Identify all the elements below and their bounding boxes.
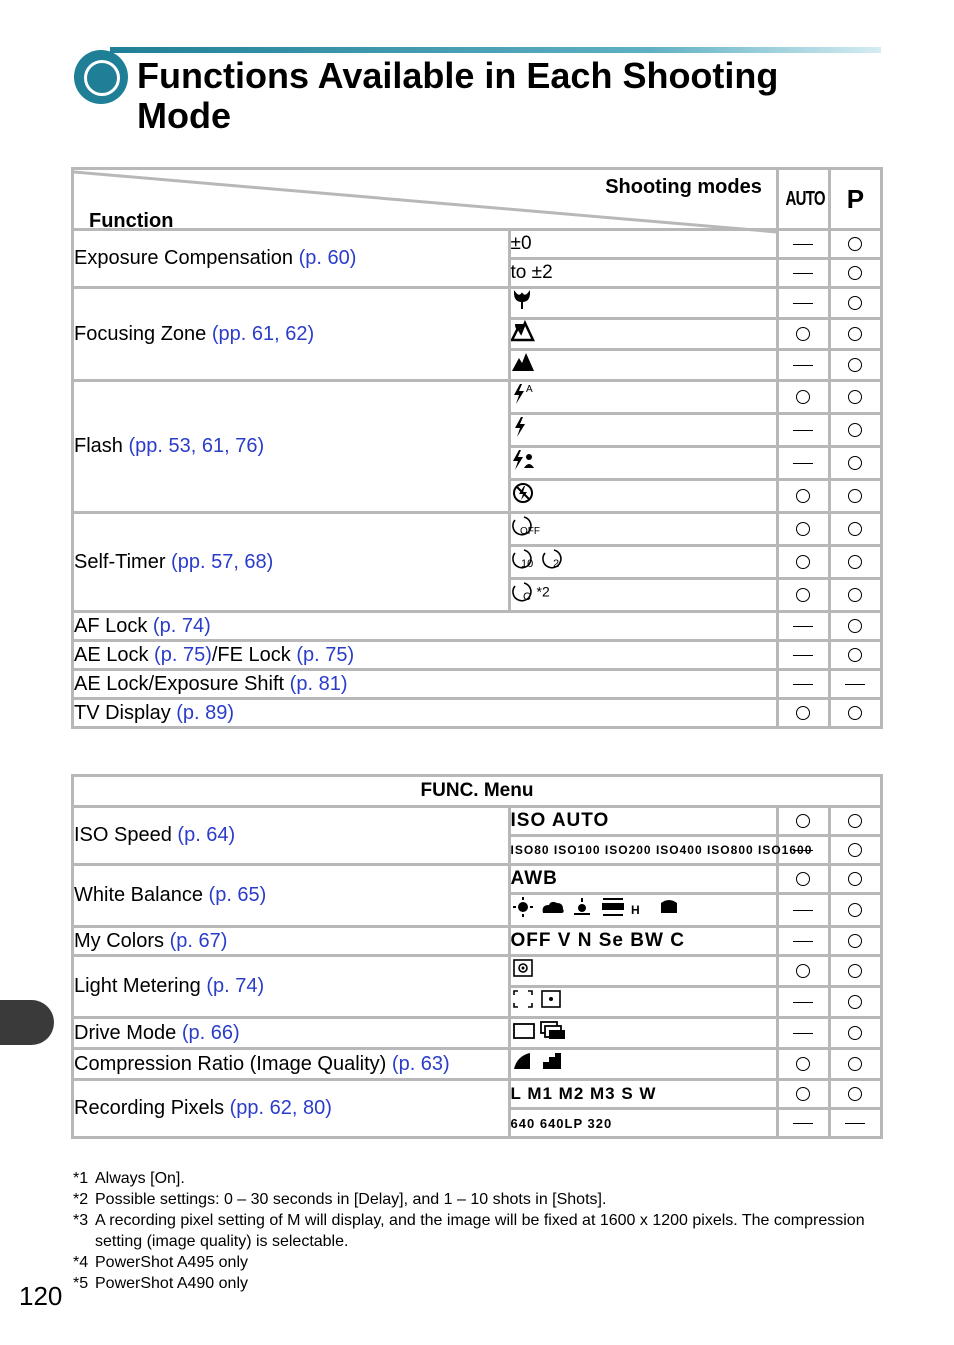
evaluative-metering-icon — [509, 956, 777, 987]
pixels-large-icons: L M1 M2 M3 S W — [509, 1080, 777, 1109]
my-colors-icons: OFF V N Se BW C — [509, 927, 777, 956]
p-availability — [829, 612, 881, 641]
auto-availability — [777, 1049, 829, 1080]
available-mark — [796, 327, 810, 341]
p-availability — [829, 641, 881, 670]
p-availability — [829, 381, 881, 414]
footnote-mark: *5 — [73, 1275, 89, 1292]
auto-availability — [777, 670, 829, 699]
footnote-text: Possible settings: 0 – 30 seconds in [Delay], and 1 – 10 shots in [Shots]. — [95, 1191, 607, 1208]
p-availability — [829, 546, 881, 579]
p-availability — [829, 1018, 881, 1049]
function-name-cell — [73, 1018, 510, 1049]
shooting-modes-label: Shooting modes — [605, 176, 762, 198]
auto-availability — [777, 288, 829, 319]
available-mark — [796, 964, 810, 978]
function-name-cell — [73, 927, 510, 956]
function-name-cell — [73, 865, 510, 927]
func-menu-heading: FUNC. Menu — [73, 776, 882, 807]
available-mark — [848, 237, 862, 251]
unavailable-mark — [793, 626, 813, 627]
p-availability — [829, 259, 881, 288]
svg-text:C: C — [522, 591, 531, 603]
function-name-cell — [73, 381, 510, 513]
function-name: Compression Ratio (Image Quality) — [74, 1052, 387, 1075]
available-mark — [848, 934, 862, 948]
p-availability — [829, 579, 881, 612]
footnote-text: Always [On]. — [95, 1170, 185, 1187]
setting-cell: to ±2 — [509, 259, 777, 288]
center-spot-metering-icons — [509, 987, 777, 1018]
available-mark — [848, 588, 862, 602]
custom-timer-cell — [509, 579, 777, 612]
svg-text:A: A — [525, 384, 533, 395]
auto-availability — [777, 381, 829, 414]
footnote-mark: *1 — [73, 1170, 89, 1187]
svg-text:H: H — [630, 903, 640, 917]
p-mode-icon: P — [846, 183, 865, 214]
p-availability — [829, 1080, 881, 1109]
page-link[interactable]: (pp. 53, 61, 76) — [128, 435, 265, 457]
auto-availability — [777, 447, 829, 480]
available-mark — [848, 619, 862, 633]
auto-availability — [777, 987, 829, 1018]
p-availability — [829, 480, 881, 513]
available-mark — [848, 266, 862, 280]
auto-availability — [777, 546, 829, 579]
function-name: My Colors — [74, 929, 165, 952]
page-link[interactable]: (p. 60) — [298, 247, 357, 269]
auto-availability — [777, 480, 829, 513]
available-mark — [796, 390, 810, 404]
self-timer-10-2-icons — [509, 546, 777, 579]
page-link[interactable]: (p. 74) — [206, 975, 265, 997]
function-name-cell — [73, 1049, 510, 1080]
page-title: Functions Available in Each Shooting Mode — [137, 55, 779, 136]
available-mark — [848, 1087, 862, 1101]
p-availability — [829, 987, 881, 1018]
function-name: AF Lock — [74, 614, 148, 637]
flash-on-icon — [509, 414, 777, 447]
page-number: 120 — [19, 1281, 63, 1311]
available-mark — [848, 327, 862, 341]
footnote — [73, 1168, 873, 1189]
available-mark — [848, 872, 862, 886]
function-label: Function — [89, 210, 174, 232]
function-name-cell — [73, 956, 510, 1018]
auto-availability — [777, 1080, 829, 1109]
custom-timer-icon — [511, 580, 537, 604]
p-availability — [829, 1109, 881, 1138]
function-name: ISO Speed — [74, 824, 172, 846]
p-availability — [829, 836, 881, 865]
func-menu-table — [71, 774, 883, 1139]
auto-availability — [777, 1109, 829, 1138]
auto-availability — [777, 956, 829, 987]
page-link[interactable]: (p. 74) — [152, 614, 211, 637]
function-name: AE Lock — [74, 643, 149, 666]
svg-text:2: 2 — [552, 558, 559, 570]
unavailable-mark — [793, 430, 813, 431]
function-name-cell — [73, 513, 510, 612]
available-mark — [796, 814, 810, 828]
available-mark — [848, 843, 862, 857]
auto-availability — [777, 865, 829, 894]
auto-availability — [777, 894, 829, 927]
function-name: Exposure Compensation — [74, 247, 294, 269]
available-mark — [848, 1057, 862, 1071]
section-circle-icon — [74, 50, 128, 104]
setting-cell: ±0 — [509, 230, 777, 259]
function-name: Drive Mode — [74, 1021, 177, 1044]
footnote-mark: *4 — [73, 1254, 89, 1271]
available-mark — [848, 456, 862, 470]
p-availability — [829, 670, 881, 699]
page-link[interactable]: (pp. 61, 62) — [211, 322, 315, 345]
footnote — [73, 1273, 873, 1294]
available-mark — [848, 423, 862, 437]
function-name: Light Metering — [74, 975, 201, 997]
auto-availability — [777, 414, 829, 447]
available-mark — [796, 555, 810, 569]
function-name: Flash — [74, 435, 123, 457]
page-link[interactable]: (p. 66) — [181, 1021, 240, 1044]
available-mark — [848, 995, 862, 1009]
p-availability — [829, 513, 881, 546]
function-name: Self-Timer — [74, 550, 166, 573]
auto-availability — [777, 259, 829, 288]
p-availability — [829, 350, 881, 381]
available-mark — [796, 1087, 810, 1101]
auto-availability — [777, 699, 829, 728]
unavailable-mark — [793, 273, 813, 274]
unavailable-mark — [793, 1002, 813, 1003]
table-header-diagonal — [73, 169, 778, 230]
available-mark — [848, 903, 862, 917]
unavailable-mark — [793, 941, 813, 942]
unavailable-mark — [793, 1033, 813, 1034]
function-name-cell — [73, 670, 778, 699]
self-timer-off-icon — [509, 513, 777, 546]
p-availability — [829, 414, 881, 447]
auto-availability — [777, 319, 829, 350]
unavailable-mark — [793, 463, 813, 464]
unavailable-mark — [793, 655, 813, 656]
page-link[interactable]: (p. 75) — [296, 643, 355, 666]
unavailable-mark — [793, 850, 813, 851]
footnote — [73, 1210, 873, 1252]
available-mark — [848, 814, 862, 828]
function-name-cell — [73, 1080, 510, 1138]
function-name-cell — [73, 230, 510, 288]
p-availability — [829, 1049, 881, 1080]
auto-availability — [777, 513, 829, 546]
footnote-text: PowerShot A490 only — [95, 1275, 248, 1292]
function-name: Recording Pixels — [74, 1097, 225, 1119]
function-name-extra: /FE Lock — [211, 643, 291, 666]
page-link[interactable]: (p. 75) — [154, 643, 212, 666]
p-availability — [829, 894, 881, 927]
page-link[interactable]: (p. 89) — [176, 701, 235, 724]
function-name-cell — [73, 641, 778, 670]
wb-presets-icons — [509, 894, 777, 927]
unavailable-mark — [793, 303, 813, 304]
p-availability — [829, 230, 881, 259]
auto-availability — [777, 230, 829, 259]
page-link[interactable]: (pp. 62, 80) — [229, 1097, 332, 1119]
p-availability — [829, 288, 881, 319]
available-mark — [848, 964, 862, 978]
available-mark — [848, 1026, 862, 1040]
footnote-mark: *3 — [73, 1212, 89, 1229]
available-mark — [848, 358, 862, 372]
available-mark — [796, 522, 810, 536]
footnote-text: A recording pixel setting of M will display, and the image will be fixed at 1600 x 1200 pixels. The compression setting (image quality) is selectable. — [95, 1212, 865, 1250]
footnote-text: PowerShot A495 only — [95, 1254, 248, 1271]
flash-off-icon — [509, 480, 777, 513]
footnote-ref: *2 — [536, 583, 550, 600]
normal-focus-icon — [509, 319, 777, 350]
auto-availability — [777, 1018, 829, 1049]
available-mark — [796, 588, 810, 602]
footnote — [73, 1189, 873, 1210]
page-link[interactable]: (p. 67) — [169, 929, 228, 952]
available-mark — [796, 1057, 810, 1071]
p-availability — [829, 319, 881, 350]
functions-table — [71, 167, 883, 729]
p-availability — [829, 807, 881, 836]
drive-mode-icons — [509, 1018, 777, 1049]
function-name: Focusing Zone — [74, 322, 207, 345]
unavailable-mark — [793, 684, 813, 685]
function-name: AE Lock/Exposure Shift — [74, 672, 285, 695]
p-availability — [829, 447, 881, 480]
function-name: White Balance — [74, 884, 203, 906]
mode-auto-header — [777, 169, 829, 230]
compression-icons — [509, 1049, 777, 1080]
iso-auto-icon: ISO AUTO — [509, 807, 777, 836]
unavailable-mark — [793, 1123, 813, 1124]
slow-sync-icon — [509, 447, 777, 480]
available-mark — [848, 522, 862, 536]
flash-auto-icon — [509, 381, 777, 414]
function-name-cell — [73, 288, 510, 381]
function-name-cell — [73, 699, 778, 728]
function-name-cell — [73, 612, 778, 641]
svg-text:10: 10 — [520, 558, 533, 570]
mode-p-header — [829, 169, 881, 230]
available-mark — [796, 706, 810, 720]
available-mark — [796, 489, 810, 503]
available-mark — [796, 872, 810, 886]
footnote-mark: *2 — [73, 1191, 89, 1208]
p-availability — [829, 699, 881, 728]
unavailable-mark — [793, 244, 813, 245]
function-name-cell — [73, 807, 510, 865]
page-link[interactable]: (p. 81) — [289, 672, 348, 695]
page-link[interactable]: (p. 63) — [391, 1052, 450, 1075]
title-accent-bar — [110, 47, 881, 53]
p-availability — [829, 927, 881, 956]
available-mark — [848, 648, 862, 662]
p-availability — [829, 865, 881, 894]
auto-availability — [777, 927, 829, 956]
available-mark — [848, 296, 862, 310]
available-mark — [848, 706, 862, 720]
footnote — [73, 1252, 873, 1273]
pixels-movie-icons: 640 640LP 320 — [509, 1109, 777, 1138]
svg-text:OFF: OFF — [519, 526, 540, 537]
auto-availability — [777, 641, 829, 670]
page-link[interactable]: (p. 64) — [177, 824, 236, 846]
function-name: TV Display — [74, 701, 171, 724]
auto-availability — [777, 579, 829, 612]
chapter-tab — [0, 1000, 54, 1045]
page-link[interactable]: (pp. 57, 68) — [171, 550, 274, 573]
macro-icon — [509, 288, 777, 319]
page-link[interactable]: (p. 65) — [208, 884, 267, 906]
available-mark — [848, 390, 862, 404]
infinity-icon — [509, 350, 777, 381]
available-mark — [848, 555, 862, 569]
awb-icon: AWB — [509, 865, 777, 894]
unavailable-mark — [845, 1123, 865, 1124]
auto-availability — [777, 350, 829, 381]
unavailable-mark — [845, 684, 865, 685]
auto-availability — [777, 612, 829, 641]
footnotes — [73, 1168, 873, 1294]
auto-availability — [777, 807, 829, 836]
unavailable-mark — [793, 910, 813, 911]
iso-values-icons: ISO80 ISO100 ISO200 ISO400 ISO800 ISO1600 — [509, 836, 777, 865]
auto-mode-icon: AUTO — [785, 187, 825, 210]
p-availability — [829, 956, 881, 987]
unavailable-mark — [793, 365, 813, 366]
available-mark — [848, 489, 862, 503]
